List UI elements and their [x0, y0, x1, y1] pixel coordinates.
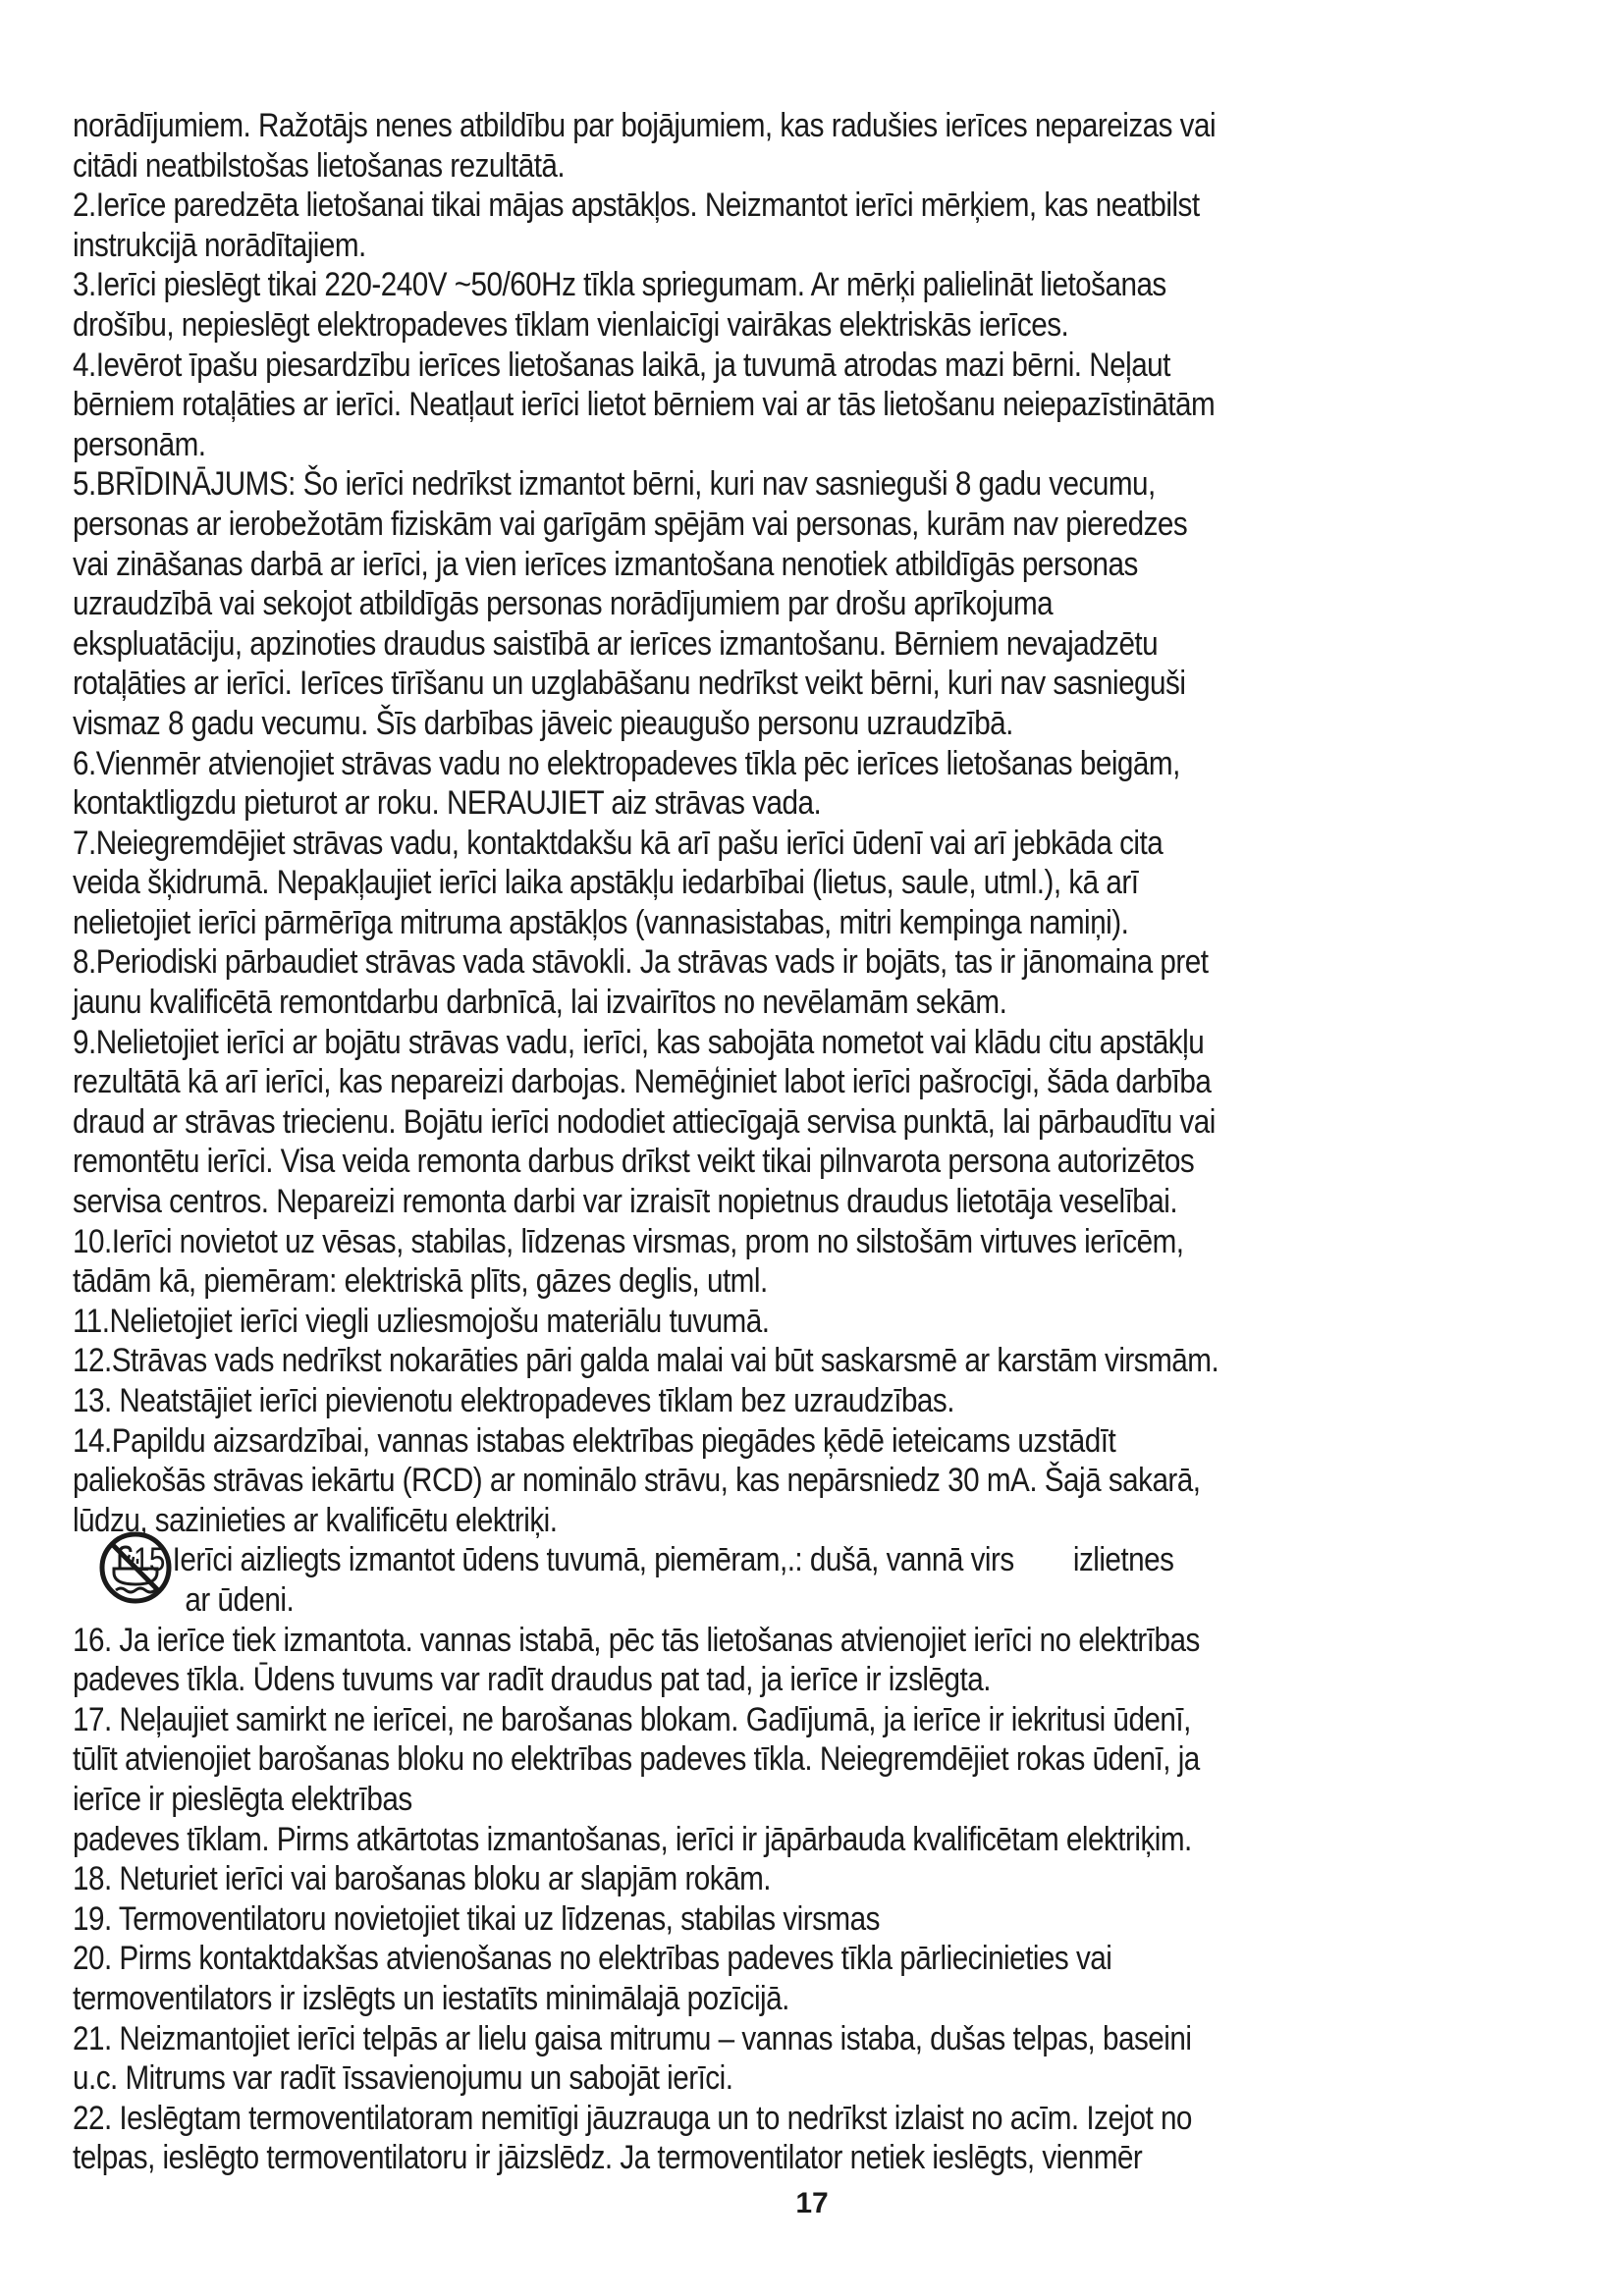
text-line: 7.Neiegremdējiet strāvas vadu, kontaktdakšu kā arī pašu ierīci ūdenī vai arī jebkāda cita [73, 824, 1164, 862]
text-line: 8.Periodiski pārbaudiet strāvas vada stāvokli. Ja strāvas vads ir bojāts, tas ir jānomaina pret [73, 943, 1209, 982]
text-line: rezultātā kā arī ierīci, kas nepareizi darbojas. Nemēģiniet labot ierīci pašrocīgi, šāda darbība [73, 1063, 1212, 1101]
text-line: 17. Neļaujiet samirkt ne ierīcei, ne barošanas blokam. Gadījumā, ja ierīce ir iekritusi ūdenī, [73, 1700, 1191, 1738]
no-water-near-bath-icon [94, 1529, 183, 1606]
text-line: tūlīt atvienojiet barošanas bloku no elektrības padeves tīkla. Neiegremdējiet rokas ūdenī, ja [73, 1740, 1200, 1779]
text-line: lūdzu, sazinieties ar kvalificētu elektriķi. [73, 1501, 558, 1539]
text-line: 18. Neturiet ierīci vai barošanas bloku ar slapjām rokām. [73, 1860, 772, 1898]
text-line: nelietojiet ierīci pārmērīga mitruma apstākļos (vannasistabas, mitri kempinga namiņi). [73, 903, 1129, 941]
text-line: draud ar strāvas triecienu. Bojātu ierīci nododiet attiecīgajā servisa punktā, lai pārbaudītu vai [73, 1102, 1216, 1141]
text-line: 13. Neatstājiet ierīci pievienotu elektropadeves tīklam bez uzraudzības. [73, 1382, 954, 1419]
text-line: uzraudzībā vai sekojot atbildīgās personas norādījumiem par drošu aprīkojuma [73, 585, 1054, 623]
page-number: 17 [795, 2187, 829, 2219]
text-line: 14.Papildu aizsardzībai, vannas istabas elektrības piegādes ķēdē ieteicams uzstādīt [73, 1421, 1116, 1460]
text-line: servisa centros. Nepareizi remonta darbi var izraisīt nopietnus draudus lietotāja veselībai. [73, 1183, 1178, 1221]
text-line: citādi neatbilstošas lietošanas rezultātā. [73, 146, 566, 185]
text-line: 21. Neizmantojiet ierīci telpās ar lielu gaisa mitrumu – vannas istaba, dušas telpas, baseini [73, 2019, 1192, 2057]
text-line: 20. Pirms kontaktdakšas atvienošanas no elektrības padeves tīkla pārliecinieties vai [73, 1940, 1112, 1978]
text-line: 11.Nelietojiet ierīci viegli uzliesmojošu materiālu tuvumā. [73, 1302, 770, 1340]
text-line: 10.Ierīci novietot uz vēsas, stabilas, līdzenas virsmas, prom no silstošām virtuves ierīcēm, [73, 1222, 1184, 1260]
text-line: padeves tīklam. Pirms atkārtotas izmantošanas, ierīci ir jāpārbauda kvalificētam elektriķim. [73, 1820, 1192, 1858]
text-line: 22. Ieslēgtam termoventilatoram nemitīgi jāuzrauga un to nedrīkst izlaist no acīm. Izejot no [73, 2099, 1192, 2137]
instruction-text [73, 106, 1339, 2178]
text-line: ierīce ir pieslēgta elektrības [73, 1780, 412, 1818]
text-line: rotaļāties ar ierīci. Ierīces tīrīšanu un uzglabāšanu nedrīkst veikt bērni, kuri nav sasnieguši [73, 665, 1186, 703]
text-line: tādām kā, piemēram: elektriskā plīts, gāzes deglis, utml. [73, 1262, 768, 1301]
text-line: 12.Strāvas vads nedrīkst nokarāties pāri galda malai vai būt saskarsmē ar karstām virsmām. [73, 1342, 1219, 1380]
text-line: personām. [73, 425, 206, 463]
text-line: 2.Ierīce paredzēta lietošanai tikai mājas apstākļos. Neizmantot ierīci mērķiem, kas neatbilst [73, 187, 1200, 225]
text-line: instrukcijā norādītajiem. [73, 226, 366, 264]
text-line: 9.Nelietojiet ierīci ar bojātu strāvas vadu, ierīci, kas sabojāta nometot vai klādu citu apstākļu [73, 1023, 1205, 1061]
item-15-line [73, 1540, 1339, 1580]
text-line: jaunu kvalificētā remontdarbu darbnīcā, lai izvairītos no nevēlamām sekām. [73, 984, 1007, 1022]
text-line: 3.Ierīci pieslēgt tikai 220-240V ~50/60Hz tīkla spriegumam. Ar mērķi palielināt lietošanas [73, 266, 1166, 304]
text-line: padeves tīkla. Ūdens tuvums var radīt draudus pat tad, ja ierīce ir izslēgta. [73, 1661, 991, 1699]
item-15-text: 15.Ierīci aizliegts izmantot ūdens tuvumā, piemēram,.: dušā, vannā virs [133, 1541, 1014, 1579]
text-line: kontaktligzdu pieturot ar roku. NERAUJIET aiz strāvas vada. [73, 784, 822, 823]
text-line: 19. Termoventilatoru novietojiet tikai uz līdzenas, stabilas virsmas [73, 1899, 880, 1938]
text-line: drošību, nepieslēgt elektropadeves tīklam vienlaicīgi vairākas elektriskās ierīces. [73, 305, 1069, 344]
item-15-continuation: ar ūdeni. [185, 1580, 295, 1619]
text-line: personas ar ierobežotām fiziskām vai garīgām spējām vai personas, kurām nav pieredzes [73, 505, 1188, 543]
text-line: telpas, ieslēgto termoventilatoru ir jāizslēdz. Ja termoventilator netiek ieslēgts, vienmēr [73, 2139, 1143, 2177]
text-line: u.c. Mitrums var radīt īssavienojumu un sabojāt ierīci. [73, 2059, 733, 2098]
text-line: 16. Ja ierīce tiek izmantota. vannas istabā, pēc tās lietošanas atvienojiet ierīci no elektrības [73, 1621, 1200, 1659]
text-line: 6.Vienmēr atvienojiet strāvas vadu no elektropadeves tīkla pēc ierīces lietošanas beigām, [73, 744, 1180, 782]
text-line: termoventilators ir izslēgts un iestatīts minimālajā pozīcijā. [73, 1979, 789, 2017]
text-line: vismaz 8 gadu vecumu. Šīs darbības jāveic pieaugušo personu uzraudzībā. [73, 704, 1013, 742]
text-line: 5.BRĪDINĀJUMS: Šo ierīci nedrīkst izmantot bērni, kuri nav sasnieguši 8 gadu vecumu, [73, 465, 1156, 504]
text-line: ekspluatāciju, apzinoties draudus saistībā ar ierīces izmantošanu. Bērniem nevajadzētu [73, 624, 1159, 663]
text-line: paliekošās strāvas iekārtu (RCD) ar nominālo strāvu, kas nepārsniedz 30 mA. Šajā sakarā, [73, 1462, 1201, 1500]
text-line: vai zināšanas darbā ar ierīci, ja vien ierīces izmantošana nenotiek atbildīgās personas [73, 545, 1138, 583]
text-line: remontētu ierīci. Visa veida remonta darbus drīkst veikt tikai pilnvarota persona autorizētos [73, 1143, 1195, 1181]
text-line: bērniem rotaļāties ar ierīci. Neatļaut ierīci lietot bērniem vai ar tās lietošanu neiepazīstinātām [73, 386, 1216, 424]
text-line: 4.Ievērot īpašu piesardzību ierīces lietošanas laikā, ja tuvumā atrodas mazi bērni. Neļaut [73, 346, 1170, 384]
text-line: norādījumiem. Ražotājs nenes atbildību par bojājumiem, kas radušies ierīces nepareizas vai [73, 107, 1217, 144]
item-15-text-end: izlietnes [1072, 1541, 1174, 1579]
text-line: veida šķidrumā. Nepakļaujiet ierīci laika apstākļu iedarbībai (lietus, saule, utml.), kā arī [73, 864, 1139, 902]
